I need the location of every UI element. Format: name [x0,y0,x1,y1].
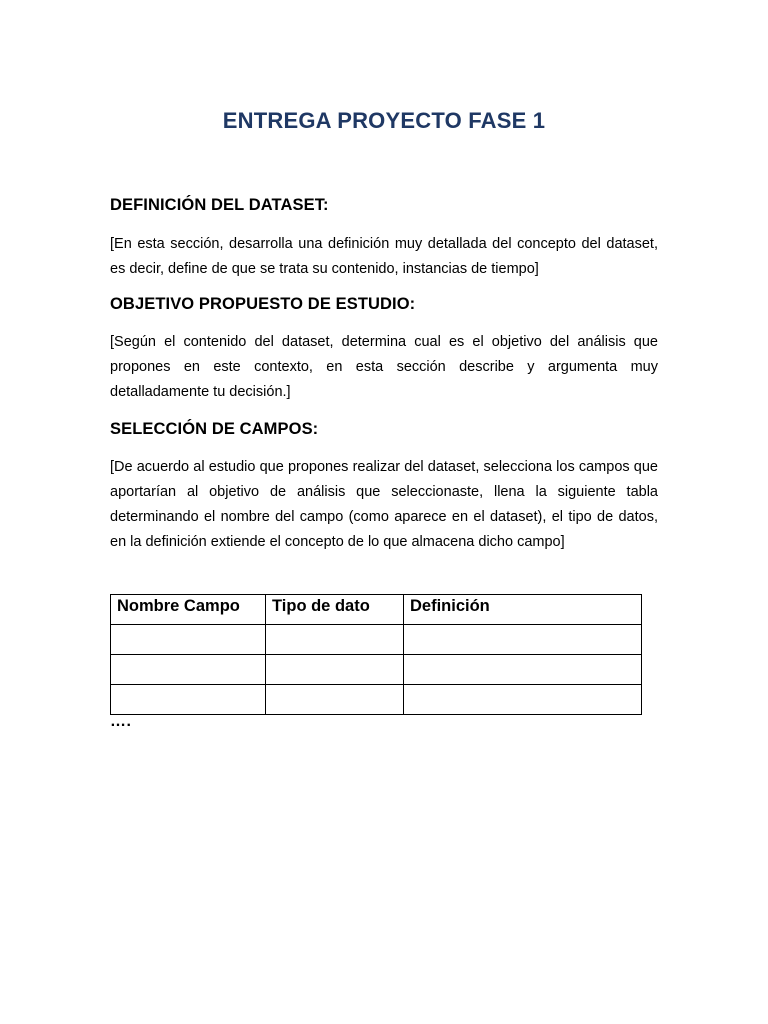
section-body-study-objective: [Según el contenido del dataset, determina cual es el objetivo del análisis que propones en este contexto, en esta sección describe y argumenta muy detalladamente tu decisión.] [110,334,658,400]
table-header-definition: Definición [404,595,642,625]
table-row [111,625,642,655]
table-cell-field-name[interactable] [111,625,266,655]
table-header-row [111,595,642,625]
table-cell-definition[interactable] [404,685,642,715]
table-cell-field-name[interactable] [111,655,266,685]
section-heading-field-selection: SELECCIÓN DE CAMPOS: [110,420,319,438]
table-cell-data-type[interactable] [266,625,404,655]
section-body-dataset-definition: [En esta sección, desarrolla una definición muy detallada del concepto del dataset, es decir, define de que se trata su contenido, instancias de tiempo] [110,236,658,277]
table-header-field-name: Nombre Campo [111,595,266,625]
table-cell-definition[interactable] [404,655,642,685]
table-cell-data-type[interactable] [266,685,404,715]
fields-table [110,594,642,715]
table-header-data-type: Tipo de dato [266,595,404,625]
trailing-ellipsis: …. [110,713,132,730]
section-body-field-selection: [De acuerdo al estudio que propones realizar del dataset, selecciona los campos que aportarían al objetivo de análisis que seleccionaste, llena la siguiente tabla determinando el nombre del campo (como aparece en el dataset), el tipo de datos, en la definición extiende el concepto de lo que almacena dicho campo] [110,459,658,550]
section-heading-dataset-definition: DEFINICIÓN DEL DATASET: [110,196,329,214]
table-row [111,655,642,685]
table-cell-field-name[interactable] [111,685,266,715]
document-title: ENTREGA PROYECTO FASE 1 [222,108,546,133]
table-row [111,685,642,715]
section-heading-study-objective: OBJETIVO PROPUESTO DE ESTUDIO: [110,295,416,313]
table-cell-definition[interactable] [404,625,642,655]
table-cell-data-type[interactable] [266,655,404,685]
